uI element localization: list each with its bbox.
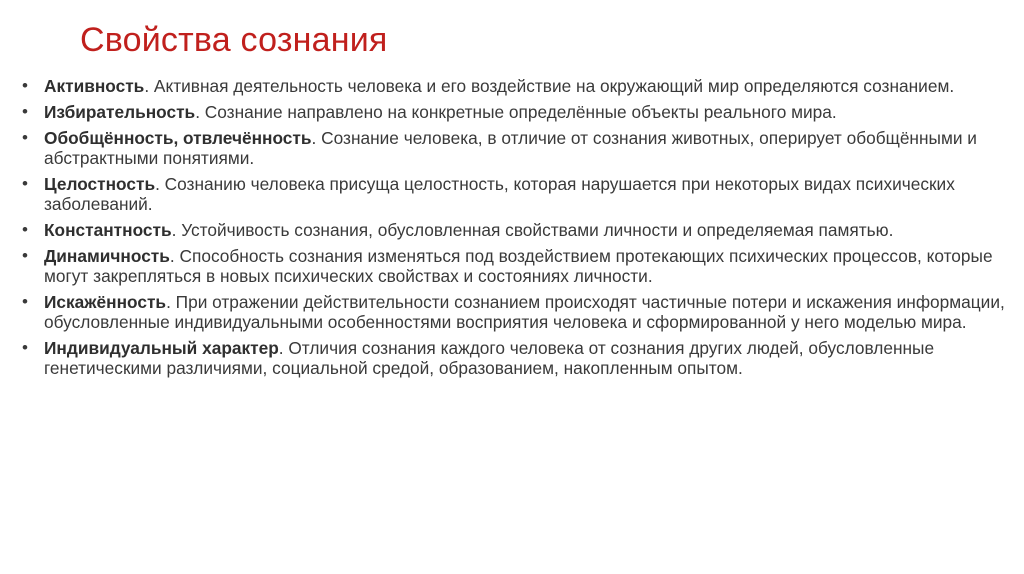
item-text: . Сознание человека, в отличие от сознания животных, оперирует обобщёнными и абстрактными понятиями. [44,128,977,168]
item-text: . Сознанию человека присуща целостность, которая нарушается при некоторых видах психических заболеваний. [44,174,955,214]
bullet-icon: • [22,76,28,95]
list-item-activity [18,76,1008,96]
list-item-distortion [18,292,1008,332]
item-text: . Устойчивость сознания, обусловленная свойствами личности и определяемая памятью. [171,220,894,240]
item-term: Избирательность [44,102,196,122]
list-item-selectivity [18,102,1008,122]
item-term: Константность [44,220,172,240]
item-text: . При отражении действительности сознанием происходят частичные потери и искажения информации, обусловленные индивидуальными особенностями восприятия человека и сформированной у него моделью мира. [44,292,1005,332]
item-text: . Отличия сознания каждого человека от сознания других людей, обусловленные генетическими различиями, социальной средой, образованием, накопленным опытом. [44,338,935,378]
item-term: Обобщённость, отвлечённость [44,128,312,148]
list-item-integrity [18,174,1008,214]
item-text: . Активная деятельность человека и его воздействие на окружающий мир определяются сознанием. [144,76,955,96]
list-item-constancy [18,220,1008,240]
list-item-generality [18,128,1008,168]
list-item-individuality [18,338,1008,378]
page-title: Свойства сознания [80,21,388,59]
bullet-icon: • [22,102,28,121]
list-item-dynamism [18,246,1008,286]
item-term: Динамичность [44,246,170,266]
bullet-icon: • [22,174,28,193]
item-term: Индивидуальный характер [44,338,279,358]
bullet-icon: • [22,338,28,357]
bullet-icon: • [22,246,28,265]
item-term: Целостность [44,174,156,194]
item-text: . Сознание направлено на конкретные определённые объекты реального мира. [195,102,837,122]
bullet-icon: • [22,128,28,147]
item-term: Искажённость [44,292,167,312]
property-list [18,76,1008,384]
bullet-icon: • [22,292,28,311]
bullet-icon: • [22,220,28,239]
item-text: . Способность сознания изменяться под воздействием протекающих психических процессов, которые могут закрепляться в новых психических свойствах и состояниях личности. [44,246,993,286]
item-term: Активность [44,76,145,96]
